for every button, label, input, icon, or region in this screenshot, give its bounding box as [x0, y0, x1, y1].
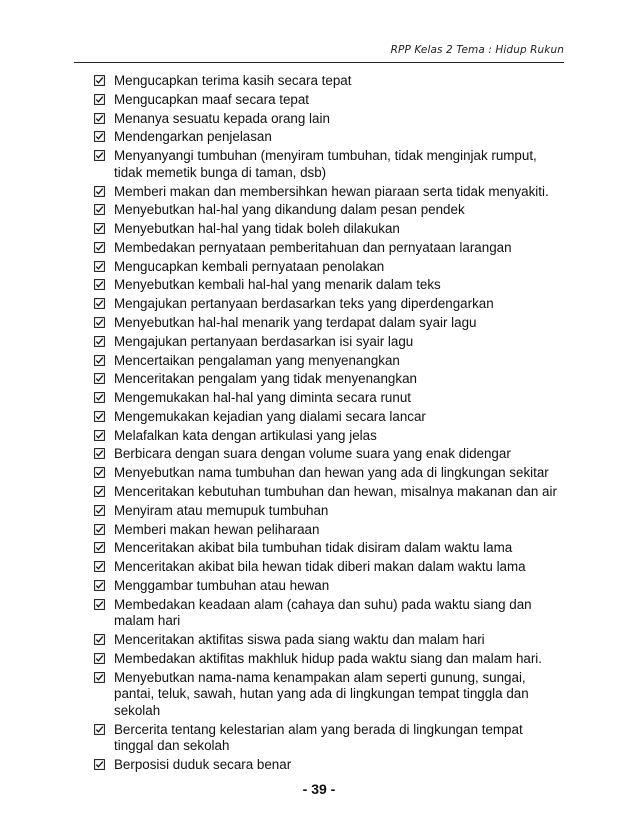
list-item-text: Mengucapkan kembali pernyataan penolakan: [114, 258, 385, 274]
checked-box-icon: [94, 75, 105, 86]
list-item: [94, 371, 564, 388]
list-item-text: Menceritakan pengalam yang tidak menyenangkan: [114, 371, 417, 387]
list-item-text: Mendengarkan penjelasan: [114, 129, 272, 145]
list-item: [94, 722, 564, 755]
checked-box-icon: [94, 634, 105, 645]
list-item: [94, 92, 564, 109]
list-item-text: Mengucapkan maaf secara tepat: [114, 91, 310, 107]
list-item: [94, 221, 564, 238]
list-item: [94, 111, 564, 128]
list-item-text: Menyebutkan hal-hal yang tidak boleh dilakukan: [114, 221, 400, 237]
checked-box-icon: [94, 653, 105, 664]
checked-box-icon: [94, 542, 105, 553]
checked-box-icon: [94, 186, 105, 197]
list-item-text: Menyebutkan kembali hal-hal yang menarik dalam teks: [114, 277, 441, 293]
list-item: [94, 129, 564, 146]
list-item-text: Berbicara dengan suara dengan volume suara yang enak didengar: [114, 446, 511, 462]
checked-box-icon: [94, 355, 105, 366]
list-item-text: Mengemukakan hal-hal yang diminta secara runut: [114, 390, 411, 406]
list-item-text: Berposisi duduk secara benar: [114, 756, 292, 772]
checked-box-icon: [94, 467, 105, 478]
list-item: [94, 409, 564, 426]
header-rule: [74, 62, 564, 63]
checked-box-icon: [94, 486, 105, 497]
list-item: [94, 651, 564, 668]
list-item-text: Mengajukan pertanyaan berdasarkan isi syair lagu: [114, 333, 414, 349]
list-item: [94, 559, 564, 576]
checked-box-icon: [94, 672, 105, 683]
checked-box-icon: [94, 94, 105, 105]
list-item: [94, 578, 564, 595]
list-item: [94, 148, 564, 181]
list-item-text: Menceritakan akibat bila tumbuhan tidak disiram dalam waktu lama: [114, 540, 513, 556]
checked-box-icon: [94, 317, 105, 328]
list-item: [94, 315, 564, 332]
list-item-text: Menyanyangi tumbuhan (menyiram tumbuhan, tidak menginjak rumput, tidak memetik bunga di taman, dsb): [114, 148, 537, 180]
list-item: [94, 259, 564, 276]
list-item-text: Membedakan pernyataan pemberitahuan dan pernyataan larangan: [114, 239, 512, 255]
checked-box-icon: [94, 392, 105, 403]
checked-box-icon: [94, 131, 105, 142]
checked-box-icon: [94, 113, 105, 124]
list-item-text: Menyebutkan nama tumbuhan dan hewan yang ada di lingkungan sekitar: [114, 465, 549, 481]
checked-box-icon: [94, 759, 105, 770]
list-item: [94, 428, 564, 445]
list-item-text: Menceritakan kebutuhan tumbuhan dan hewan, misalnya makanan dan air: [114, 484, 557, 499]
list-item: [94, 277, 564, 294]
checked-box-icon: [94, 373, 105, 384]
list-item-text: Menceritakan aktifitas siswa pada siang waktu dan malam hari: [114, 632, 485, 648]
checked-box-icon: [94, 298, 105, 309]
list-item: [94, 184, 564, 201]
checked-box-icon: [94, 561, 105, 572]
list-item: [94, 73, 564, 90]
checklist: [94, 73, 564, 776]
list-item: [94, 334, 564, 351]
list-item: [94, 670, 564, 720]
list-item: [94, 503, 564, 520]
list-item: [94, 597, 564, 630]
checked-box-icon: [94, 524, 105, 535]
list-item: [94, 446, 564, 463]
checked-box-icon: [94, 204, 105, 215]
checked-box-icon: [94, 223, 105, 234]
list-item-text: Menyiram atau memupuk tumbuhan: [114, 502, 329, 518]
list-item-text: Menanya sesuatu kepada orang lain: [114, 110, 330, 126]
checked-box-icon: [94, 150, 105, 161]
list-item-text: Menyebutkan nama-nama kenampakan alam seperti gunung, sungai, pantai, teluk, sawah, hutan yang ada di lingkungan tempat tinggla dan sekolah: [114, 669, 529, 718]
list-item: [94, 390, 564, 407]
checked-box-icon: [94, 279, 105, 290]
list-item: [94, 540, 564, 557]
list-item: [94, 522, 564, 539]
list-item: [94, 202, 564, 219]
list-item-text: Menceritakan akibat bila hewan tidak diberi makan dalam waktu lama: [114, 559, 526, 575]
checked-box-icon: [94, 599, 105, 610]
list-item-text: Memberi makan dan membersihkan hewan piaraan serta tidak menyakiti.: [114, 183, 549, 199]
list-item-text: Mengucapkan terima kasih secara tepat: [114, 73, 352, 88]
list-item-text: Menggambar tumbuhan atau hewan: [114, 577, 330, 593]
list-item: [94, 632, 564, 649]
list-item-text: Mengajukan pertanyaan berdasarkan teks yang diperdengarkan: [114, 296, 494, 312]
list-item: [94, 484, 564, 501]
list-item-text: Membedakan aktifitas makhluk hidup pada waktu siang dan malam hari.: [114, 650, 542, 666]
checked-box-icon: [94, 448, 105, 459]
list-item-text: Memberi makan hewan peliharaan: [114, 521, 320, 537]
list-item-text: Menyebutkan hal-hal menarik yang terdapat dalam syair lagu: [114, 314, 477, 330]
checked-box-icon: [94, 580, 105, 591]
list-item-text: Mencertaikan pengalaman yang menyenangkan: [114, 352, 400, 368]
list-item-text: Menyebutkan hal-hal yang dikandung dalam pesan pendek: [114, 202, 465, 218]
list-item-text: Membedakan keadaan alam (cahaya dan suhu) pada waktu siang dan malam hari: [114, 596, 532, 629]
list-item-text: Mengemukakan kejadian yang dialami secara lancar: [114, 408, 426, 424]
checked-box-icon: [94, 261, 105, 272]
checked-box-icon: [94, 724, 105, 735]
page-number: - 39 -: [302, 781, 336, 797]
list-item: [94, 757, 564, 774]
list-item: [94, 465, 564, 482]
checked-box-icon: [94, 336, 105, 347]
checked-box-icon: [94, 242, 105, 253]
checked-box-icon: [94, 411, 105, 422]
list-item: [94, 353, 564, 370]
list-item-text: Melafalkan kata dengan artikulasi yang jelas: [114, 427, 377, 443]
list-item: [94, 296, 564, 313]
checked-box-icon: [94, 505, 105, 516]
page-header: RPP Kelas 2 Tema : Hidup Rukun: [390, 44, 564, 56]
list-item-text: Bercerita tentang kelestarian alam yang berada di lingkungan tempat tinggal dan sekolah: [114, 721, 523, 754]
checked-box-icon: [94, 430, 105, 441]
list-item: [94, 240, 564, 257]
